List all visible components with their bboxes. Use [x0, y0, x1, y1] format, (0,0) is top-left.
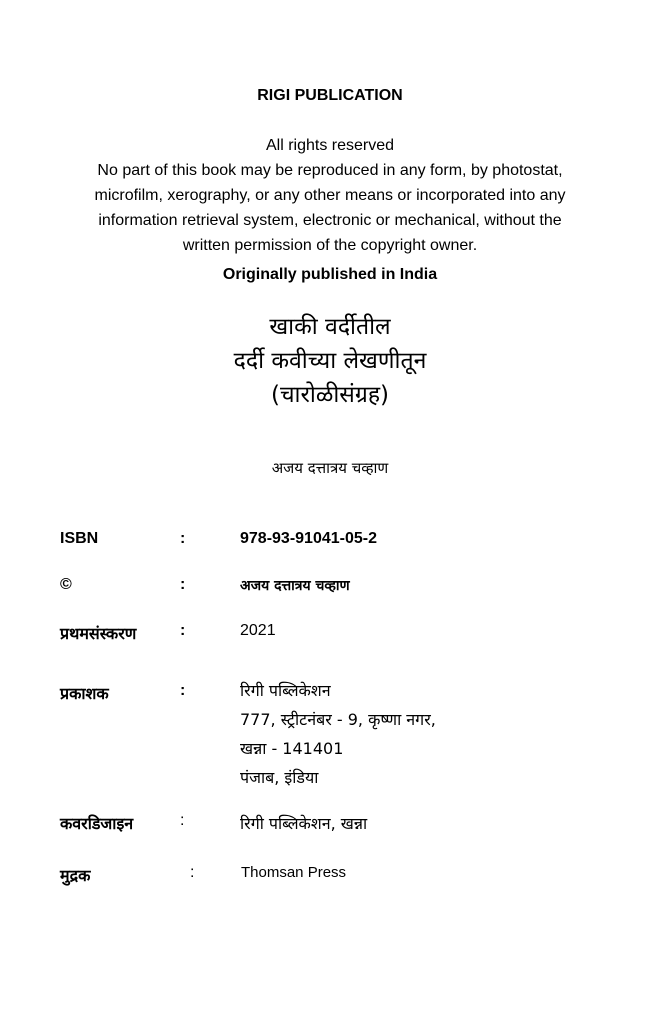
rights-line: written permission of the copyright owner.: [182, 237, 478, 254]
address-line: पंजाब, इंडिया: [240, 768, 319, 787]
book-author: अजय दत्तात्रय चव्हाण: [271, 459, 389, 477]
colon: :: [180, 682, 186, 699]
rights-line: No part of this book may be reproduced in any form, by photostat,: [97, 162, 563, 179]
printer-label: मुद्रक: [60, 866, 91, 885]
copyright-value: अजय दत्तात्रय चव्हाण: [240, 578, 350, 594]
cover-design-value: रिगी पब्लिकेशन, खन्ना: [240, 814, 368, 833]
edition-label: प्रथमसंस्करण: [60, 624, 137, 643]
origin-note: Originally published in India: [222, 266, 438, 283]
publisher-label: प्रकाशक: [60, 684, 109, 703]
title-line: (चारोळीसंग्रह): [270, 382, 390, 408]
copyright-label: ©: [60, 576, 72, 593]
colon: :: [180, 812, 185, 829]
rights-line: All rights reserved: [265, 137, 395, 154]
rights-notice: [0, 133, 660, 258]
publisher-heading: RIGI PUBLICATION: [257, 87, 403, 104]
address-line: खन्ना - 141401: [240, 739, 344, 758]
isbn-label: ISBN: [60, 530, 99, 547]
colon: :: [180, 530, 186, 547]
colon: :: [180, 622, 186, 639]
rights-line: information retrieval system, electronic or mechanical, without the: [98, 212, 562, 229]
book-title: [0, 310, 660, 412]
isbn-value: 978-93-91041-05-2: [240, 530, 377, 547]
cover-design-label: कवरडिजाइन: [60, 814, 134, 833]
title-line: खाकी वर्दीतील: [269, 314, 391, 340]
title-line: दर्दी कवीच्या लेखणीतून: [233, 348, 427, 374]
colon: :: [190, 864, 195, 881]
edition-value: 2021: [240, 622, 276, 639]
printer-value: Thomsan Press: [241, 864, 347, 881]
rights-line: microfilm, xerography, or any other means or incorporated into any: [94, 187, 566, 204]
colon: :: [180, 576, 186, 593]
address-line: 777, स्ट्रीटनंबर - 9, कृष्णा नगर,: [240, 710, 436, 729]
publisher-address: [240, 676, 436, 792]
address-line: रिगी पब्लिकेशन: [240, 681, 331, 700]
